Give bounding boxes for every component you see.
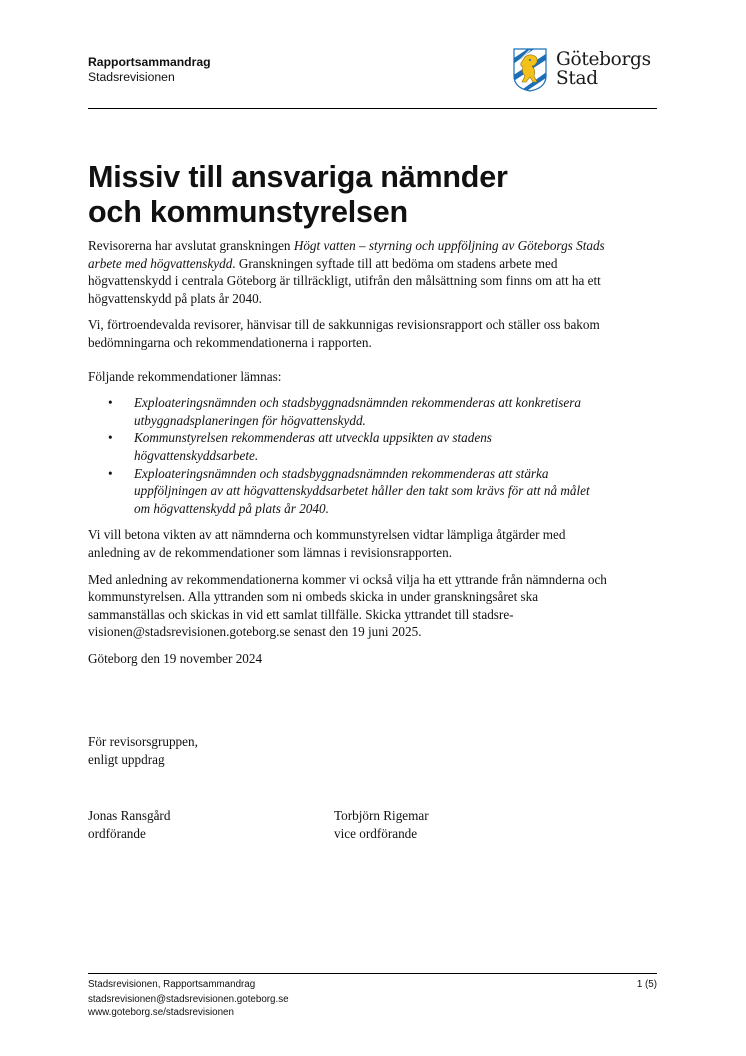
goteborgs-stad-logo [512,44,660,94]
intro-paragraph: Revisorerna har avslutat granskningen Högt vatten – styrning och uppföljning av Göteborgs Stads arbete med högvattenskydd. Granskningen syftade till att bedöma om stadens arbete med högvattenskydd i centrala Göteborg är tillräckligt, utifrån den målsättning som finns om att ha ett högvattenskydd på plats år 2040. [88,238,605,306]
emphasis-paragraph: Vi vill betona vikten av att nämnderna och kommunstyrelsen vidtar lämpliga åtgärder med anledning av de rekommendationer som lämnas i revisionsrapporten. [88,527,566,560]
response-request-paragraph: Med anledning av rekommendationerna kommer vi också vilja ha ett yttrande från nämnderna och kommunstyrelsen. Alla yttranden som ni ombeds skicka in under granskningsåret ska sammanställas och skickas in vid ett samlat tillfälle. Skicka yttrandet till stadsrevisionen@stadsrevisionen.goteborg.se senast den 19 juni 2025. [88,571,607,640]
recommendation-item: • Kommunstyrelsen rekommenderas att utveckla uppsikten av stadens högvattenskyddsarbete. [134,429,608,464]
report-type: Rapportsammandrag [88,55,211,69]
endorsement-paragraph: Vi, förtroendevalda revisorer, hänvisar till de sakkunnigas revisionsrapport och ställer oss bakom bedömningarna och rekommendationerna i rapporten. [88,317,600,350]
signoff-line-2: enligt uppdrag [88,751,165,767]
recommendations-list [88,394,608,517]
signatory-2 [334,807,429,842]
place-date: Göteborg den 19 november 2024 [88,650,263,666]
organization-name: Stadsrevisionen [88,70,175,84]
footer-email-link[interactable]: stadsrevisionen@stadsrevisionen.goteborg.se [88,994,289,1006]
recommendation-item: • Exploateringsnämnden och stadsbyggnadsnämnden rekommenderas att konkretisera utbyggnadsplaneringen för högvattenskydd. [134,394,608,429]
title-line-2: och kommunstyrelsen [88,195,408,229]
page-number: 1 (5) [636,979,657,990]
goteborg-coat-of-arms-icon [512,46,548,92]
signatory-name: Torbjörn Rigemar [334,808,429,823]
signoff [88,733,198,768]
logo-line-1: Göteborgs [556,49,651,70]
recommendation-item: • Exploateringsnämnden och stadsbyggnadsnämnden rekommenderas att stärka uppföljningen av att högvattenskyddsarbetet håller den takt som krävs för att nå målet om högvattenskydd på plats år 2040. [134,465,608,518]
footer-divider [88,973,657,974]
signatory-name: Jonas Ransgård [88,808,171,823]
letter-body [88,237,608,676]
page-footer [88,979,657,1019]
logo-wordmark [556,50,651,88]
header-left [88,55,211,85]
footer-web-link[interactable]: www.goteborg.se/stadsrevisionen [88,1006,234,1018]
report-name: Högt vatten – styrning och uppföljning av Göteborgs Stads arbete med högvattenskydd [88,238,605,271]
signatory-1 [88,807,170,842]
logo-line-2: Stad [556,68,598,89]
footer-document-name: Stadsrevisionen, Rapportsammandrag [88,979,256,990]
header-divider [88,108,657,109]
title-line-1: Missiv till ansvariga nämnder [88,160,508,194]
signatory-role: vice ordförande [334,825,418,841]
signatory-role: ordförande [88,825,146,841]
signoff-line-1: För revisorsgruppen, [88,734,198,749]
page-title [88,160,508,230]
recommendations-intro: Följande rekommendationer lämnas: [88,368,282,384]
